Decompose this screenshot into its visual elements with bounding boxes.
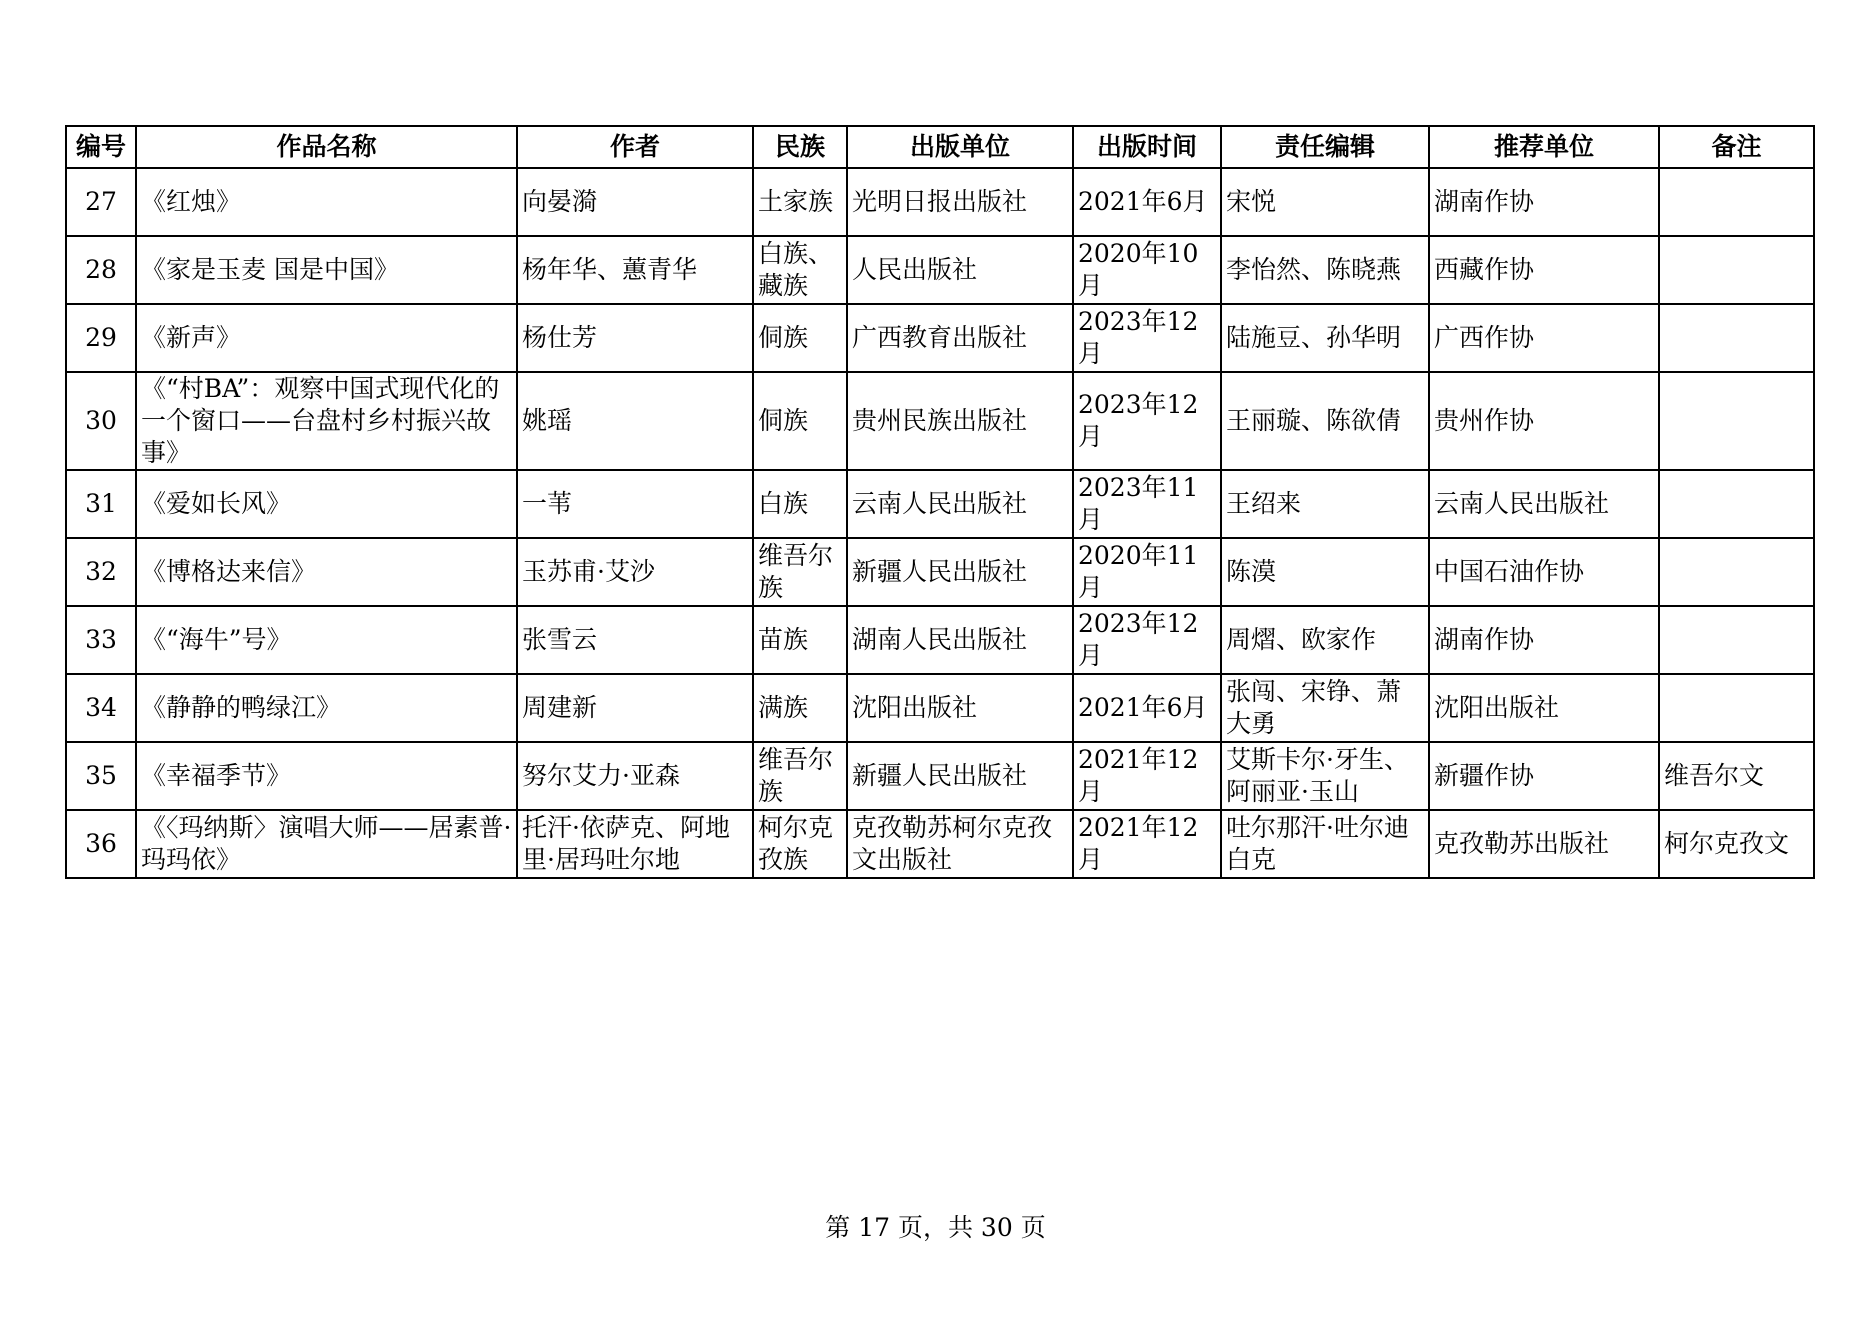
cell-remarks bbox=[1659, 470, 1814, 538]
table-row bbox=[66, 810, 1814, 878]
cell-publisher: 克孜勒苏柯尔克孜文出版社 bbox=[847, 810, 1073, 878]
header-editor: 责任编辑 bbox=[1221, 126, 1429, 168]
cell-date: 2021年12月 bbox=[1073, 810, 1221, 878]
cell-number: 27 bbox=[66, 168, 136, 236]
cell-author: 努尔艾力·亚森 bbox=[517, 742, 753, 810]
cell-publisher: 光明日报出版社 bbox=[847, 168, 1073, 236]
table-row bbox=[66, 304, 1814, 372]
cell-editor: 陈漠 bbox=[1221, 538, 1429, 606]
cell-recommender: 云南人民出版社 bbox=[1429, 470, 1659, 538]
header-ethnicity: 民族 bbox=[753, 126, 847, 168]
cell-date: 2020年11月 bbox=[1073, 538, 1221, 606]
cell-recommender: 贵州作协 bbox=[1429, 372, 1659, 470]
cell-author: 张雪云 bbox=[517, 606, 753, 674]
cell-title: 《静静的鸭绿江》 bbox=[136, 674, 517, 742]
cell-number: 33 bbox=[66, 606, 136, 674]
cell-publisher: 云南人民出版社 bbox=[847, 470, 1073, 538]
cell-publisher: 人民出版社 bbox=[847, 236, 1073, 304]
cell-ethnicity: 维吾尔族 bbox=[753, 538, 847, 606]
cell-publisher: 湖南人民出版社 bbox=[847, 606, 1073, 674]
cell-author: 一苇 bbox=[517, 470, 753, 538]
cell-recommender: 沈阳出版社 bbox=[1429, 674, 1659, 742]
cell-author: 托汗·依萨克、阿地里·居玛吐尔地 bbox=[517, 810, 753, 878]
cell-author: 周建新 bbox=[517, 674, 753, 742]
cell-remarks bbox=[1659, 304, 1814, 372]
cell-publisher: 新疆人民出版社 bbox=[847, 538, 1073, 606]
cell-date: 2023年12月 bbox=[1073, 606, 1221, 674]
header-remarks: 备注 bbox=[1659, 126, 1814, 168]
cell-date: 2021年12月 bbox=[1073, 742, 1221, 810]
cell-remarks: 柯尔克孜文 bbox=[1659, 810, 1814, 878]
cell-recommender: 湖南作协 bbox=[1429, 606, 1659, 674]
cell-author: 杨仕芳 bbox=[517, 304, 753, 372]
cell-editor: 王丽璇、陈欲倩 bbox=[1221, 372, 1429, 470]
cell-ethnicity: 土家族 bbox=[753, 168, 847, 236]
header-publisher: 出版单位 bbox=[847, 126, 1073, 168]
cell-recommender: 湖南作协 bbox=[1429, 168, 1659, 236]
cell-ethnicity: 维吾尔族 bbox=[753, 742, 847, 810]
cell-remarks bbox=[1659, 372, 1814, 470]
cell-date: 2020年10月 bbox=[1073, 236, 1221, 304]
cell-author: 杨年华、蕙青华 bbox=[517, 236, 753, 304]
cell-date: 2021年6月 bbox=[1073, 674, 1221, 742]
cell-number: 36 bbox=[66, 810, 136, 878]
cell-publisher: 新疆人民出版社 bbox=[847, 742, 1073, 810]
cell-title: 《〈玛纳斯〉演唱大师——居素普·玛玛依》 bbox=[136, 810, 517, 878]
cell-remarks: 维吾尔文 bbox=[1659, 742, 1814, 810]
cell-title: 《“村BA”：观察中国式现代化的一个窗口——台盘村乡村振兴故事》 bbox=[136, 372, 517, 470]
cell-author: 姚瑶 bbox=[517, 372, 753, 470]
header-recommender: 推荐单位 bbox=[1429, 126, 1659, 168]
cell-title: 《家是玉麦 国是中国》 bbox=[136, 236, 517, 304]
cell-date: 2023年11月 bbox=[1073, 470, 1221, 538]
cell-remarks bbox=[1659, 606, 1814, 674]
header-date: 出版时间 bbox=[1073, 126, 1221, 168]
cell-editor: 陆施豆、孙华明 bbox=[1221, 304, 1429, 372]
cell-date: 2023年12月 bbox=[1073, 304, 1221, 372]
cell-date: 2021年6月 bbox=[1073, 168, 1221, 236]
header-author: 作者 bbox=[517, 126, 753, 168]
cell-editor: 周熠、欧家作 bbox=[1221, 606, 1429, 674]
cell-ethnicity: 苗族 bbox=[753, 606, 847, 674]
cell-editor: 王绍来 bbox=[1221, 470, 1429, 538]
table-row bbox=[66, 470, 1814, 538]
cell-editor: 吐尔那汗·吐尔迪白克 bbox=[1221, 810, 1429, 878]
cell-editor: 宋悦 bbox=[1221, 168, 1429, 236]
cell-publisher: 广西教育出版社 bbox=[847, 304, 1073, 372]
cell-publisher: 贵州民族出版社 bbox=[847, 372, 1073, 470]
cell-remarks bbox=[1659, 538, 1814, 606]
header-title: 作品名称 bbox=[136, 126, 517, 168]
table-row bbox=[66, 538, 1814, 606]
cell-title: 《爱如长风》 bbox=[136, 470, 517, 538]
cell-author: 向晏漪 bbox=[517, 168, 753, 236]
cell-recommender: 中国石油作协 bbox=[1429, 538, 1659, 606]
cell-editor: 李怡然、陈晓燕 bbox=[1221, 236, 1429, 304]
cell-title: 《博格达来信》 bbox=[136, 538, 517, 606]
cell-ethnicity: 侗族 bbox=[753, 304, 847, 372]
cell-author: 玉苏甫·艾沙 bbox=[517, 538, 753, 606]
cell-recommender: 广西作协 bbox=[1429, 304, 1659, 372]
header-number: 编号 bbox=[66, 126, 136, 168]
cell-ethnicity: 侗族 bbox=[753, 372, 847, 470]
cell-number: 31 bbox=[66, 470, 136, 538]
table-row bbox=[66, 372, 1814, 470]
table-row bbox=[66, 236, 1814, 304]
cell-number: 30 bbox=[66, 372, 136, 470]
cell-number: 32 bbox=[66, 538, 136, 606]
cell-remarks bbox=[1659, 236, 1814, 304]
cell-recommender: 克孜勒苏出版社 bbox=[1429, 810, 1659, 878]
cell-title: 《“海牛”号》 bbox=[136, 606, 517, 674]
cell-ethnicity: 白族、藏族 bbox=[753, 236, 847, 304]
cell-number: 28 bbox=[66, 236, 136, 304]
cell-ethnicity: 白族 bbox=[753, 470, 847, 538]
cell-recommender: 西藏作协 bbox=[1429, 236, 1659, 304]
table-row bbox=[66, 168, 1814, 236]
cell-editor: 张闯、宋铮、萧大勇 bbox=[1221, 674, 1429, 742]
table-row bbox=[66, 742, 1814, 810]
cell-editor: 艾斯卡尔·牙生、阿丽亚·玉山 bbox=[1221, 742, 1429, 810]
cell-ethnicity: 柯尔克孜族 bbox=[753, 810, 847, 878]
cell-remarks bbox=[1659, 674, 1814, 742]
cell-ethnicity: 满族 bbox=[753, 674, 847, 742]
recommended-works-table bbox=[65, 125, 1815, 879]
cell-number: 34 bbox=[66, 674, 136, 742]
table-row bbox=[66, 674, 1814, 742]
table-header-row bbox=[66, 126, 1814, 168]
cell-title: 《幸福季节》 bbox=[136, 742, 517, 810]
page-footer: 第 17 页，共 30 页 bbox=[825, 1213, 1046, 1242]
cell-publisher: 沈阳出版社 bbox=[847, 674, 1073, 742]
table-row bbox=[66, 606, 1814, 674]
cell-number: 29 bbox=[66, 304, 136, 372]
cell-title: 《红烛》 bbox=[136, 168, 517, 236]
cell-remarks bbox=[1659, 168, 1814, 236]
cell-recommender: 新疆作协 bbox=[1429, 742, 1659, 810]
cell-title: 《新声》 bbox=[136, 304, 517, 372]
cell-number: 35 bbox=[66, 742, 136, 810]
cell-date: 2023年12月 bbox=[1073, 372, 1221, 470]
